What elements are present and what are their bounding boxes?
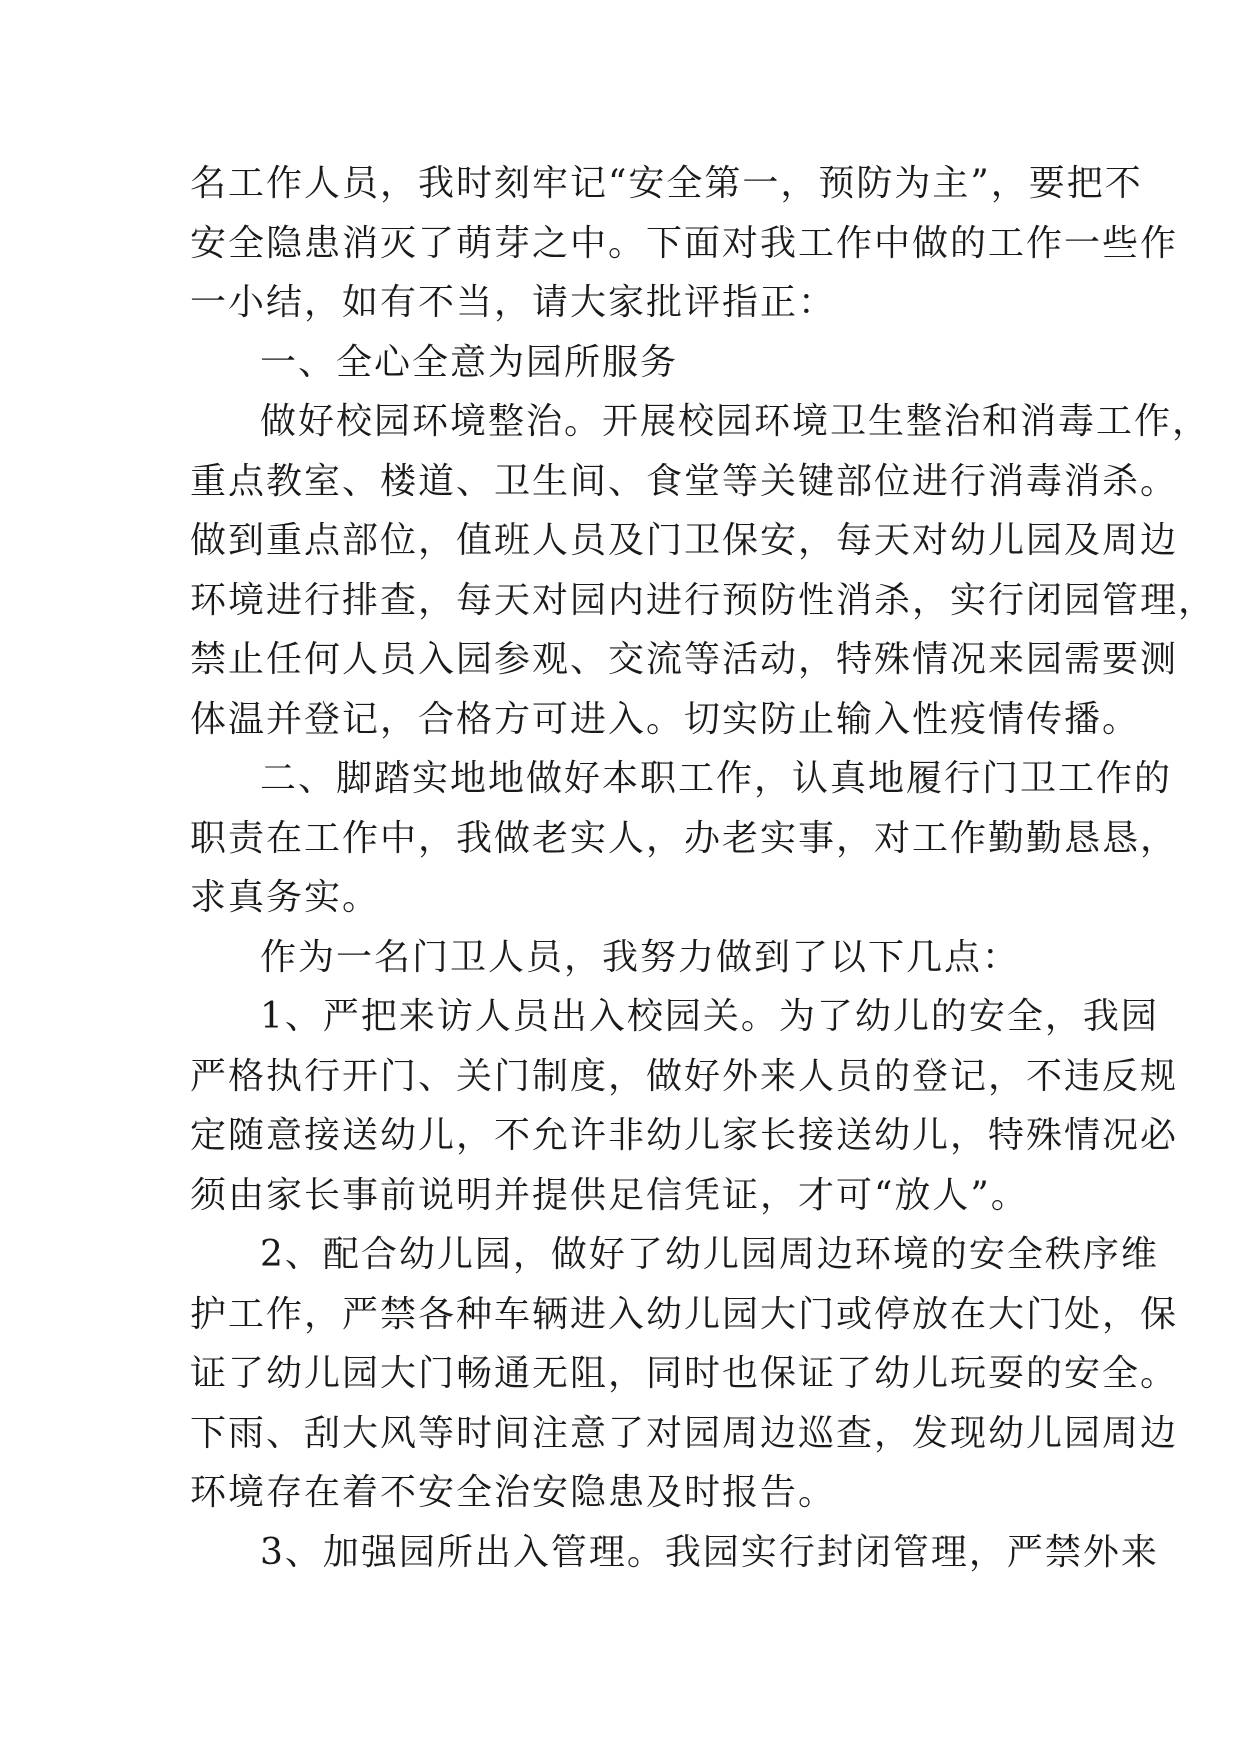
text-line: 一、全心全意为园所服务 [260, 341, 679, 383]
text-line: 2、配合幼儿园，做好了幼儿园周边环境的安全秩序维 [260, 1234, 1159, 1275]
text-line: 职责在工作中，我做老实人，办老实事，对工作勤勤恳恳， [190, 817, 1179, 859]
text-line: 安全隐患消灭了萌芽之中。下面对我工作中做的工作一些作 [190, 222, 1179, 264]
text-line: 二、脚踏实地地做好本职工作，认真地履行门卫工作的 [260, 758, 1173, 799]
text-line: 作为一名门卫人员，我努力做到了以下几点： [260, 936, 1021, 978]
text-line: 护工作，严禁各种车辆进入幼儿园大门或停放在大门处，保 [190, 1293, 1179, 1335]
text-line: 环境进行排查，每天对园内进行预防性消杀，实行闭园管理， [190, 579, 1217, 621]
text-line: 重点教室、楼道、卫生间、食堂等关键部位进行消毒消杀。 [190, 460, 1179, 502]
text-line: 下雨、刮大风等时间注意了对园周边巡查，发现幼儿园周边 [190, 1412, 1179, 1454]
text-line: 名工作人员，我时刻牢记“安全第一，预防为主”，要把不 [190, 163, 1143, 204]
text-line: 3、加强园所出入管理。我园实行封闭管理，严禁外来 [260, 1531, 1159, 1573]
text-line: 禁止任何人员入园参观、交流等活动，特殊情况来园需要测 [190, 639, 1179, 680]
text-line: 一小结，如有不当，请大家批评指正： [190, 282, 837, 323]
text-line: 体温并登记，合格方可进入。切实防止输入性疫情传播。 [190, 698, 1141, 740]
text-line: 须由家长事前说明并提供足信凭证，才可“放人”。 [190, 1174, 1029, 1216]
document-body [190, 154, 1217, 1582]
text-line: 严格执行开门、关门制度，做好外来人员的登记，不违反规 [190, 1055, 1179, 1097]
text-line: 做到重点部位，值班人员及门卫保安，每天对幼儿园及周边 [190, 520, 1179, 561]
text-line: 做好校园环境整治。开展校园环境卫生整治和消毒工作， [260, 401, 1211, 442]
text-line: 证了幼儿园大门畅通无阻，同时也保证了幼儿玩耍的安全。 [190, 1353, 1179, 1394]
text-line: 求真务实。 [190, 877, 381, 918]
text-line: 定随意接送幼儿，不允许非幼儿家长接送幼儿，特殊情况必 [190, 1115, 1179, 1156]
text-line: 环境存在着不安全治安隐患及时报告。 [190, 1472, 837, 1513]
text-line: 1、严把来访人员出入校园关。为了幼儿的安全，我园 [260, 996, 1159, 1037]
